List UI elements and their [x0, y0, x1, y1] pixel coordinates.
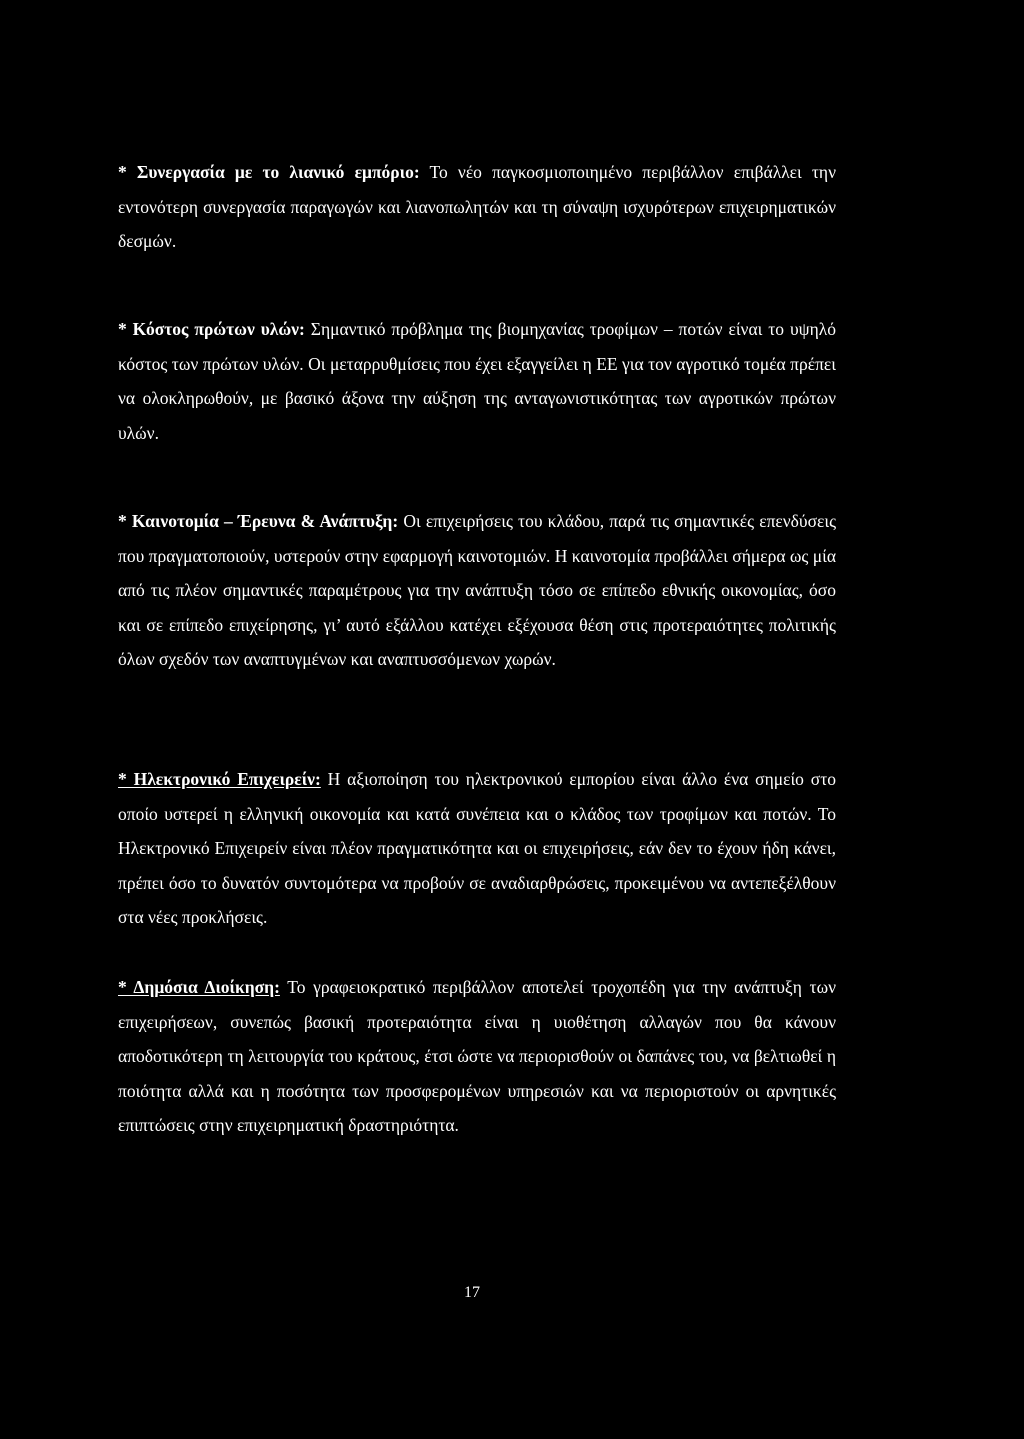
paragraph-heading: * Συνεργασία με το λιανικό εμπόριο:: [118, 162, 420, 182]
paragraph-body: Το γραφειοκρατικό περιβάλλον αποτελεί τροχοπέδη για την ανάπτυξη των επιχειρήσεων, συνεπώς βασική προτεραιότητα είναι η υιοθέτηση αλλαγών που θα κάνουν αποδοτικότερη τη λειτουργία του κράτους, έτσι ώστε να περιορισθούν οι δαπάνες του, να βελτιωθεί η ποιότητα αλλά και η ποσότητα των προσφερομένων υπηρεσιών και να περιοριστούν οι αρνητικές επιπτώσεις στην επιχειρηματική δραστηριότητα.: [118, 977, 836, 1136]
paragraph-heading: * Δημόσια Διοίκηση:: [118, 977, 280, 997]
page-number: 17: [464, 1284, 480, 1301]
paragraph-raw-material-cost: [118, 312, 836, 450]
paragraph-retail-cooperation: [118, 155, 836, 259]
paragraph-innovation-rnd: [118, 504, 836, 677]
paragraph-heading: * Ηλεκτρονικό Επιχειρείν:: [118, 769, 321, 789]
paragraph-heading: * Κόστος πρώτων υλών:: [118, 319, 305, 339]
paragraph-public-administration: [118, 970, 836, 1143]
paragraph-heading: * Καινοτομία – Έρευνα & Ανάπτυξη:: [118, 511, 399, 531]
paragraph-body: Οι επιχειρήσεις του κλάδου, παρά τις σημαντικές επενδύσεις που πραγματοποιούν, υστερούν στην εφαρμογή καινοτομιών. Η καινοτομία προβάλλει σήμερα ως μία από τις πλέον σημαντικές παραμέτρους για την ανάπτυξη τόσο σε επίπεδο εθνικής οικονομίας, όσο και σε επίπεδο επιχείρησης, γι’ αυτό εξάλλου κατέχει εξέχουσα θέση στις προτεραιότητες πολιτικής όλων σχεδόν των αναπτυγμένων και αναπτυσσόμενων χωρών.: [118, 511, 837, 670]
paragraph-body: Το νέο παγκοσμιοποιημένο περιβάλλον επιβάλλει την εντονότερη συνεργασία παραγωγών και λιανοπωλητών και τη σύναψη ισχυρότερων επιχειρηματικών δεσμών.: [118, 162, 836, 252]
paragraph-body: Η αξιοποίηση του ηλεκτρονικού εμπορίου είναι άλλο ένα σημείο στο οποίο υστερεί η ελληνική οικονομία και κατά συνέπεια και ο κλάδος των τροφίμων και ποτών. Το Ηλεκτρονικό Επιχειρείν είναι πλέον πραγματικότητα και οι επιχειρήσεις, εάν δεν το έχουν ήδη κάνει, πρέπει όσο το δυνατόν συντομότερα να προβούν σε αναδιαρθρώσεις, προκειμένου να αντεπεξέλθουν στα νέες προκλήσεις.: [118, 769, 836, 928]
paragraph-e-business: [118, 762, 836, 935]
paragraph-body: Σημαντικό πρόβλημα της βιομηχανίας τροφίμων – ποτών είναι το υψηλό κόστος των πρώτων υλών. Οι μεταρρυθμίσεις που έχει εξαγγείλει η ΕΕ για τον αγροτικό τομέα πρέπει να ολοκληρωθούν, με βασικό άξονα την αύξηση της ανταγωνιστικότητας των αγροτικών πρώτων υλών.: [118, 319, 836, 443]
